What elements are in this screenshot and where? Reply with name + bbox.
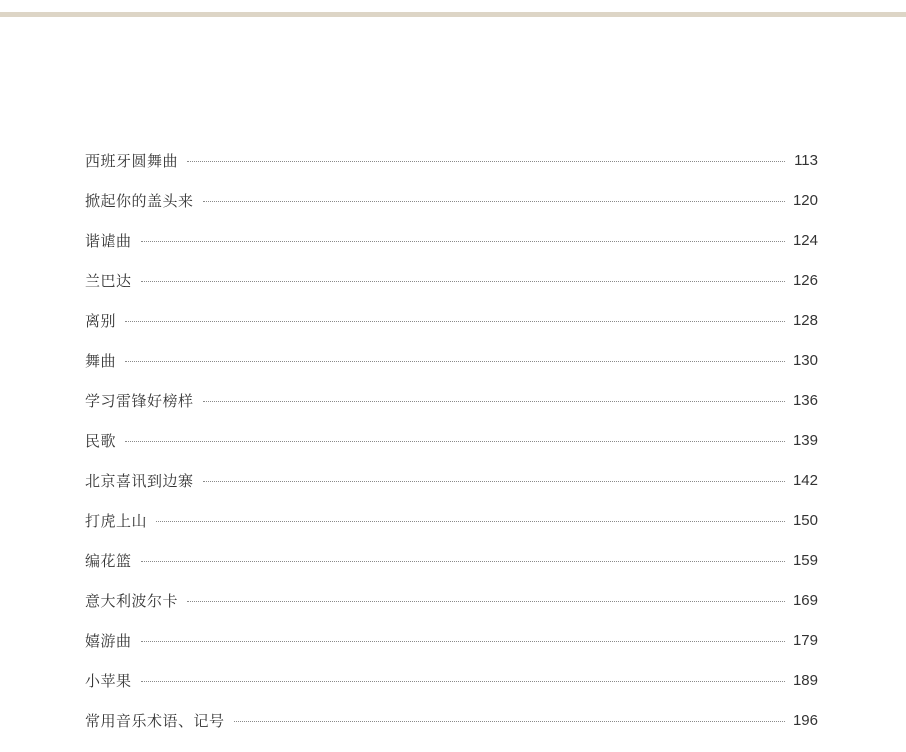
toc-entry[interactable]: [85, 140, 818, 180]
dot-leader: [203, 401, 785, 402]
toc-entry[interactable]: [85, 500, 818, 540]
toc-entry[interactable]: [85, 460, 818, 500]
toc-entry-title: 打虎上山: [85, 511, 148, 530]
dot-leader: [141, 241, 785, 242]
toc-entry-page: 136: [792, 391, 818, 409]
toc-entry[interactable]: [85, 380, 818, 420]
toc-entry-page: 120: [792, 191, 818, 209]
toc-entry-page: 179: [792, 631, 818, 649]
toc-entry-page: 169: [792, 591, 818, 609]
page-top-border: [0, 12, 906, 17]
dot-leader: [187, 601, 785, 602]
dot-leader: [141, 281, 785, 282]
toc-entry-title: 北京喜讯到边寨: [85, 471, 194, 490]
toc-entry[interactable]: [85, 420, 818, 460]
toc-entry-page: 124: [792, 231, 818, 249]
toc-entry-page: 196: [792, 711, 818, 729]
toc-entry-title: 兰巴达: [85, 271, 132, 290]
toc-entry[interactable]: [85, 620, 818, 660]
dot-leader: [141, 681, 785, 682]
dot-leader: [156, 521, 785, 522]
toc-entry-page: 126: [792, 271, 818, 289]
toc-entry-title: 编花篮: [85, 551, 132, 570]
toc-entry-title: 西班牙圆舞曲: [85, 151, 179, 170]
toc-entry-page: 113: [794, 151, 818, 169]
toc-entry-page: 130: [792, 351, 818, 369]
toc-entry-title: 学习雷锋好榜样: [85, 391, 194, 410]
toc-entry-page: 139: [792, 431, 818, 449]
dot-leader: [125, 361, 785, 362]
toc-entry-title: 离别: [85, 311, 117, 330]
toc-entry-title: 意大利波尔卡: [85, 591, 179, 610]
dot-leader: [203, 201, 785, 202]
toc-entry-title: 常用音乐术语、记号: [85, 711, 225, 730]
toc-entry[interactable]: [85, 340, 818, 380]
dot-leader: [141, 641, 785, 642]
toc-entry-title: 民歌: [85, 431, 117, 450]
table-of-contents: [85, 140, 818, 740]
dot-leader: [187, 161, 785, 162]
toc-entry[interactable]: [85, 700, 818, 740]
toc-entry-page: 189: [792, 671, 818, 689]
toc-entry-page: 159: [792, 551, 818, 569]
toc-entry[interactable]: [85, 260, 818, 300]
toc-entry[interactable]: [85, 580, 818, 620]
toc-entry[interactable]: [85, 180, 818, 220]
toc-entry-title: 嬉游曲: [85, 631, 132, 650]
toc-entry-title: 掀起你的盖头来: [85, 191, 194, 210]
dot-leader: [141, 561, 785, 562]
dot-leader: [125, 321, 785, 322]
toc-entry-title: 舞曲: [85, 351, 117, 370]
toc-entry-page: 142: [792, 471, 818, 489]
toc-entry-title: 谐谑曲: [85, 231, 132, 250]
toc-entry-title: 小苹果: [85, 671, 132, 690]
dot-leader: [234, 721, 785, 722]
toc-entry[interactable]: [85, 300, 818, 340]
toc-entry[interactable]: [85, 540, 818, 580]
toc-entry-page: 128: [792, 311, 818, 329]
dot-leader: [125, 441, 785, 442]
dot-leader: [203, 481, 785, 482]
toc-entry[interactable]: [85, 220, 818, 260]
toc-entry[interactable]: [85, 660, 818, 700]
toc-entry-page: 150: [792, 511, 818, 529]
